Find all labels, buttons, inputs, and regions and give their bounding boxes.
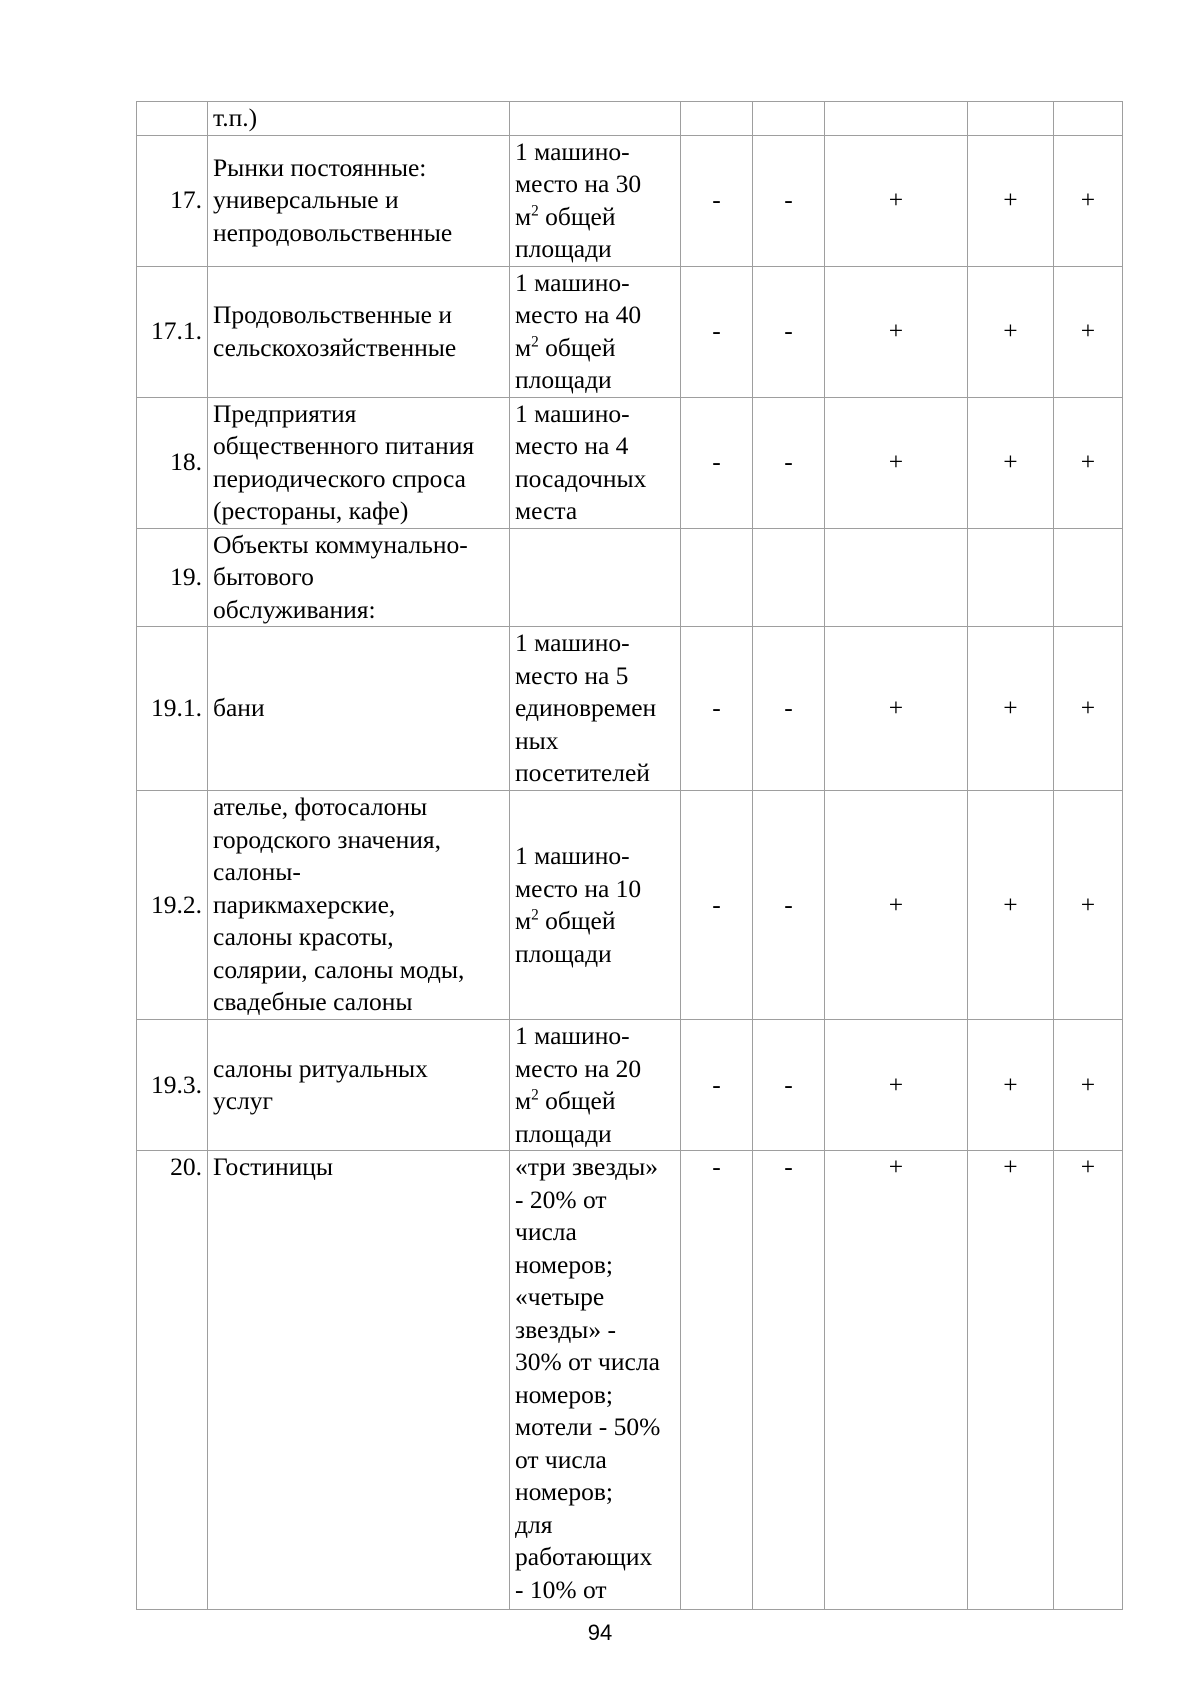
zone-mark-cell: + (968, 1020, 1054, 1151)
zone-mark-cell: + (825, 791, 968, 1020)
parking-norm-cell (510, 791, 681, 1020)
zone-mark-cell (825, 528, 968, 627)
table-row (137, 1151, 1123, 1610)
norm-superscript: 2 (531, 202, 539, 219)
zone-mark-cell: + (1054, 397, 1123, 528)
table-row (137, 102, 1123, 136)
zone-mark-cell: + (825, 266, 968, 397)
item-number-cell (137, 102, 208, 136)
zone-mark-cell: + (968, 266, 1054, 397)
zone-mark-cell: - (753, 1020, 825, 1151)
norm-superscript: 2 (531, 906, 539, 924)
zone-mark-cell: + (825, 135, 968, 266)
norm-text-continued: общей площади (515, 906, 616, 968)
zone-mark-cell: + (1054, 1020, 1123, 1151)
zone-mark-cell: + (968, 791, 1054, 1020)
zone-mark-cell: + (825, 1151, 968, 1610)
norm-text-continued: общей площади (515, 1086, 616, 1148)
norm-superscript: 2 (531, 333, 539, 350)
zone-mark-cell: - (753, 627, 825, 791)
object-name-cell: Гостиницы (208, 1151, 510, 1610)
object-name-cell: Продовольственные и сельскохозяйственные (208, 266, 510, 397)
norm-text: 1 машино- место на 30 м (515, 136, 642, 231)
zone-mark-cell (681, 528, 753, 627)
parking-norm-cell (510, 627, 681, 791)
zone-mark-cell: - (681, 1151, 753, 1610)
zone-mark-cell: - (681, 791, 753, 1020)
table-row (137, 1020, 1123, 1151)
table-row (137, 397, 1123, 528)
object-name-cell: Рынки постоянные: универсальные и непродовольственные (208, 135, 510, 266)
norm-text-continued: общей площади (515, 201, 616, 263)
table-row (137, 135, 1123, 266)
parking-norm-cell (510, 1020, 681, 1151)
page-number: 94 (587, 1620, 613, 1645)
norm-text: 1 машино- место на 5 единовремен ных посетителей (515, 628, 657, 788)
zone-mark-cell: - (681, 135, 753, 266)
item-number-cell: 20. (137, 1151, 208, 1610)
zone-mark-cell: + (968, 135, 1054, 266)
object-name-cell: Объекты коммунально- бытового обслуживания: (208, 528, 510, 627)
parking-norms-table (136, 101, 1123, 1610)
norm-text: 1 машино- место на 4 посадочных места (515, 398, 647, 525)
zone-mark-cell (968, 102, 1054, 136)
parking-norm-cell (510, 397, 681, 528)
item-number-cell: 19.1. (137, 627, 208, 791)
zone-mark-cell: - (681, 627, 753, 791)
norm-text: 1 машино- место на 20 м (515, 1021, 642, 1115)
zone-mark-cell: - (753, 135, 825, 266)
zone-mark-cell: + (968, 397, 1054, 528)
item-number-cell: 18. (137, 397, 208, 528)
zone-mark-cell: + (825, 397, 968, 528)
zone-mark-cell: - (753, 266, 825, 397)
zone-mark-cell: + (825, 1020, 968, 1151)
zone-mark-cell: + (1054, 135, 1123, 266)
norm-text: 1 машино- место на 10 м (515, 841, 642, 935)
item-number-cell: 19.3. (137, 1020, 208, 1151)
zone-mark-cell (825, 102, 968, 136)
norm-text: 1 машино- место на 40 м (515, 267, 642, 362)
zone-mark-cell (681, 102, 753, 136)
zone-mark-cell (753, 528, 825, 627)
zone-mark-cell (753, 102, 825, 136)
table-row (137, 266, 1123, 397)
zone-mark-cell: + (1054, 1151, 1123, 1610)
parking-norm-cell (510, 1151, 681, 1610)
zone-mark-cell: + (825, 627, 968, 791)
item-number-cell: 19.2. (137, 791, 208, 1020)
table-row (137, 791, 1123, 1020)
item-number-cell: 19. (137, 528, 208, 627)
zone-mark-cell (1054, 102, 1123, 136)
item-number-cell: 17. (137, 135, 208, 266)
norm-text-continued: общей площади (515, 332, 616, 394)
table-body (137, 102, 1123, 1610)
parking-norm-cell (510, 135, 681, 266)
object-name-cell: ателье, фотосалоны городского значения, салоны- парикмахерские, салоны красоты, солярии, салоны моды, свадебные салоны (208, 791, 510, 1020)
zone-mark-cell: + (1054, 791, 1123, 1020)
table-row (137, 528, 1123, 627)
table-row (137, 627, 1123, 791)
zone-mark-cell: - (753, 1151, 825, 1610)
parking-norm-cell (510, 266, 681, 397)
object-name-cell: Предприятия общественного питания периодического спроса (рестораны, кафе) (208, 397, 510, 528)
norm-text: «три звезды» - 20% от числа номеров; «четыре звезды» - 30% от числа номеров; мотели - 50% от числа номеров; для работающих - 10% от (515, 1152, 661, 1604)
zone-mark-cell: + (1054, 266, 1123, 397)
zone-mark-cell: + (968, 1151, 1054, 1610)
zone-mark-cell (1054, 528, 1123, 627)
zone-mark-cell: - (753, 397, 825, 528)
parking-norm-cell (510, 528, 681, 627)
zone-mark-cell: - (753, 791, 825, 1020)
zone-mark-cell (968, 528, 1054, 627)
parking-norm-cell (510, 102, 681, 136)
norm-superscript: 2 (531, 1086, 539, 1104)
zone-mark-cell: - (681, 1020, 753, 1151)
object-name-cell: т.п.) (208, 102, 510, 136)
zone-mark-cell: + (1054, 627, 1123, 791)
zone-mark-cell: - (681, 266, 753, 397)
object-name-cell: бани (208, 627, 510, 791)
zone-mark-cell: - (681, 397, 753, 528)
item-number-cell: 17.1. (137, 266, 208, 397)
zone-mark-cell: + (968, 627, 1054, 791)
object-name-cell: салоны ритуальных услуг (208, 1020, 510, 1151)
